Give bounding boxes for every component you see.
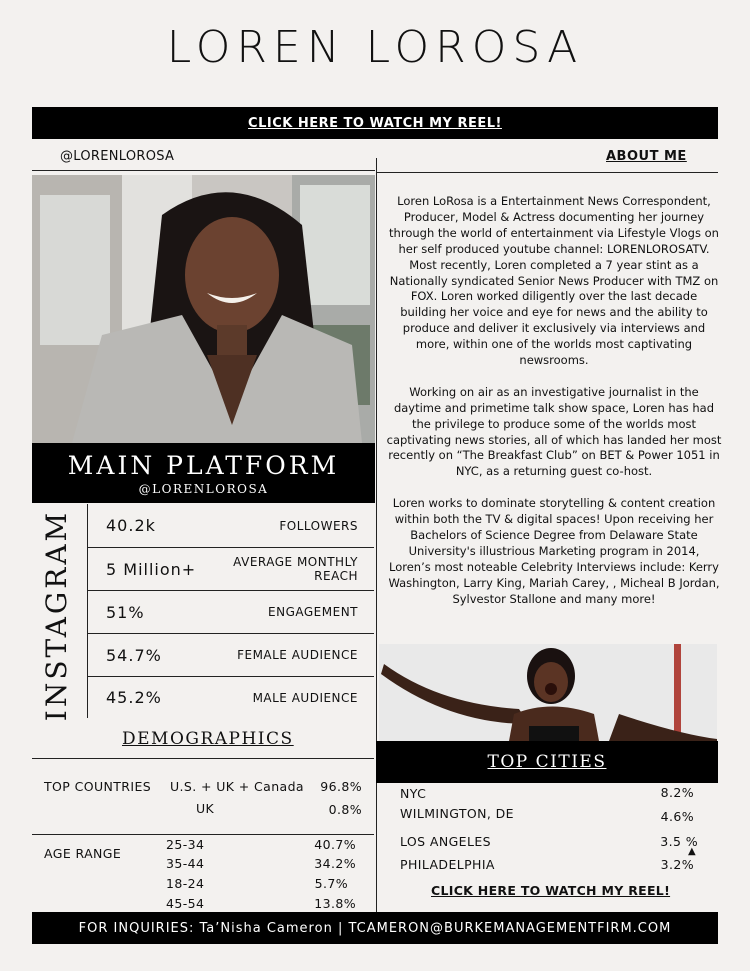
main-platform-title: MAIN PLATFORM: [67, 450, 340, 480]
age-range-label: AGE RANGE: [44, 846, 122, 861]
demographics-heading: DEMOGRAPHICS: [122, 729, 294, 749]
stat-label: FEMALE AUDIENCE: [237, 648, 358, 662]
watch-reel-link-bottom[interactable]: CLICK HERE TO WATCH MY REEL!: [431, 883, 671, 898]
age-range: 25-34: [166, 837, 205, 852]
age-value: 5.7%: [314, 876, 348, 891]
bio-paragraph: Loren works to dominate storytelling & content creation within both the TV & digital spaces! Upon receiving her Bachelors of Science Degree from Delaware State University's illustrious Marketing program in 2014, Loren’s most noteable Celebrity Interviews include: Kerry Washington, Larry King, Mariah Carey, , Micheal B Jordan, Sylvestor Stallone and many more!: [388, 496, 720, 606]
age-range: 18-24: [166, 876, 205, 891]
instagram-text: INSTAGRAM: [40, 509, 74, 721]
age-range: 45-54: [166, 896, 205, 911]
instagram-label: [34, 509, 80, 721]
country-value: 96.8%: [320, 779, 362, 794]
top-cities-heading: TOP CITIES: [487, 752, 607, 772]
country-name: UK: [196, 801, 215, 816]
celebration-photo: [379, 644, 717, 741]
city-name: LOS ANGELES: [400, 834, 491, 849]
age-value: 13.8%: [314, 896, 356, 911]
main-platform-handle: @LORENLOROSA: [138, 481, 269, 496]
bio-text: [386, 194, 722, 623]
page-title: LOREN LOROSA: [166, 22, 584, 73]
main-platform-banner: [32, 443, 375, 503]
portrait-photo: [32, 175, 375, 443]
up-arrow-icon: ▲: [688, 846, 696, 857]
top-countries-label: TOP COUNTRIES: [44, 779, 152, 794]
city-name: PHILADELPHIA: [400, 857, 495, 872]
about-me-heading: ABOUT ME: [606, 149, 687, 164]
stat-value: 5 Million+: [106, 559, 197, 579]
country-name: U.S. + UK + Canada: [170, 779, 304, 794]
social-handle: @LORENLOROSA: [60, 149, 175, 164]
watch-reel-link[interactable]: CLICK HERE TO WATCH MY REEL!: [248, 115, 502, 131]
country-value: 0.8%: [328, 802, 362, 817]
city-value: 4.6%: [660, 809, 694, 824]
divider: [32, 758, 374, 759]
stat-label: MALE AUDIENCE: [252, 690, 358, 705]
bio-paragraph: Working on air as an investigative journalist in the daytime and primetime talk show space, Loren has had the privilege to produce some of the worlds most captivating news stories, all of which has landed her most recently on “The Breakfast Club” on BET & Power 1051 in NYC, as a returning guest co-host.: [386, 384, 722, 479]
age-value: 34.2%: [314, 856, 356, 871]
divider: [377, 172, 718, 173]
divider: [32, 834, 374, 835]
stat-row-female: [88, 634, 374, 676]
stat-row-male: [88, 677, 374, 718]
city-name: WILMINGTON, DE: [400, 806, 514, 821]
city-name: NYC: [400, 786, 427, 801]
city-value: 3.5 %: [660, 834, 698, 849]
stat-row-reach: [88, 548, 374, 590]
stat-label: AVERAGE MONTHLY REACH: [233, 555, 358, 583]
stat-value: 45.2%: [106, 688, 162, 707]
top-cities-banner: [376, 741, 718, 783]
inquiries-text[interactable]: FOR INQUIRIES: Ta’Nisha Cameron | TCAMERON@BURKEMANAGEMENTFIRM.COM: [78, 920, 672, 936]
age-range: 35-44: [166, 856, 205, 871]
stat-row-engagement: [88, 591, 374, 633]
divider: [32, 170, 375, 171]
column-divider: [376, 158, 377, 912]
bio-paragraph: Loren LoRosa is a Entertainment News Correspondent, Producer, Model & Actress documenting her journey through the world of entertainment via Lifestyle Vlogs on her self produced youtube channel: LORENLOROSATV. Most recently, Loren completed a 7 year stint as a Nationally syndicated Senior News Producer with TMZ on FOX. Loren worked diligently over the last decade building her voice and eye for news and the ability to produce and deliver it exclusively via interviews and more, within one of the worlds most captivating newsrooms.: [389, 194, 719, 368]
inquiries-footer: [32, 912, 718, 944]
stat-value: 51%: [106, 602, 145, 622]
stat-label: ENGAGEMENT: [268, 605, 358, 619]
watch-reel-banner[interactable]: [32, 107, 718, 139]
stat-value: 40.2k: [106, 516, 156, 535]
stat-label: FOLLOWERS: [279, 518, 358, 533]
stat-row-followers: [88, 504, 374, 547]
age-value: 40.7%: [314, 837, 356, 852]
city-value: 8.2%: [660, 785, 694, 800]
stat-value: 54.7%: [106, 645, 162, 665]
city-value: 3.2%: [660, 857, 694, 872]
